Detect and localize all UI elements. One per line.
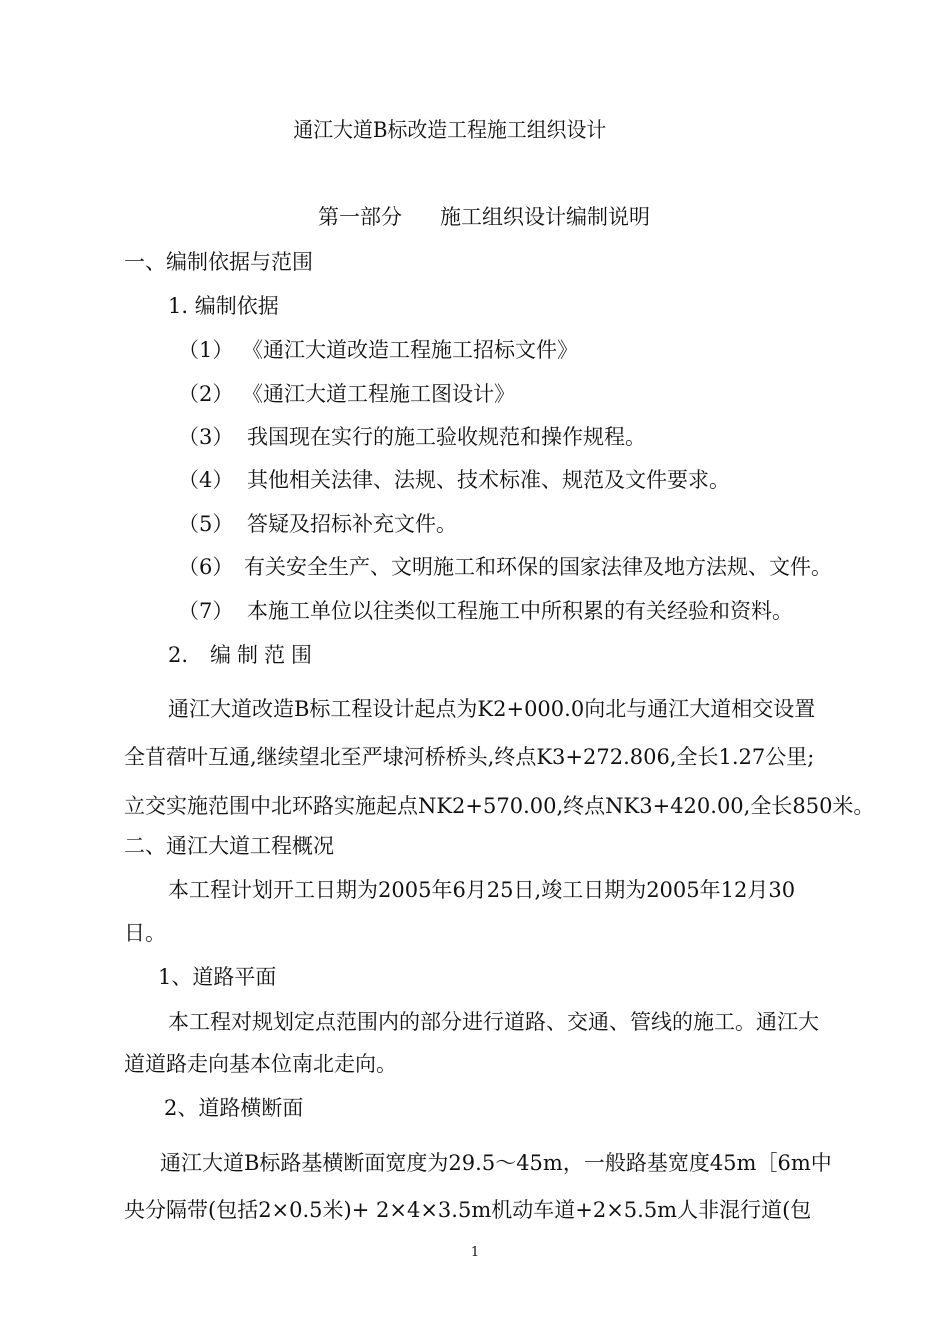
- list-item-text: 答疑及招标补充文件。: [247, 512, 457, 536]
- list-item-number: （3）: [178, 425, 234, 449]
- list-item-number: （4）: [178, 468, 234, 492]
- scope-paragraph-line: 通江大道改造B标工程设计起点为K2+000.0向北与通江大道相交设置: [168, 697, 816, 721]
- list-item-number: （6）: [178, 555, 234, 579]
- list-item-text: 有关安全生产、文明施工和环保的国家法律及地方法规、文件。: [244, 555, 832, 579]
- section1-sub2-number: 2.: [168, 643, 189, 667]
- scope-paragraph-line: 立交实施范围中北环路实施起点NK2+570.00,终点NK3+420.00,全长850米。: [124, 794, 875, 818]
- plan-paragraph-line: 道道路走向基本位南北走向。: [124, 1052, 397, 1076]
- list-item-text: 本施工单位以往类似工程施工中所积累的有关经验和资料。: [247, 599, 793, 623]
- schedule-paragraph-line: 日。: [124, 921, 166, 945]
- scope-paragraph-line: 全苜蓿叶互通,继续望北至严埭河桥桥头,终点K3+272.806,全长1.27公里;: [124, 745, 815, 769]
- cross-section-paragraph-line: 央分隔带(包括2×0.5米)+ 2×4×3.5m机动车道+2×5.5m人非混行道(包: [124, 1198, 812, 1222]
- section1-sub2-heading: 编制范围: [210, 643, 318, 667]
- section2-heading: 二、通江大道工程概况: [124, 834, 334, 858]
- page-number: 1: [470, 1245, 480, 1260]
- list-item-text: 我国现在实行的施工验收规范和操作规程。: [247, 425, 646, 449]
- section2-sub1-heading: 1、道路平面: [158, 965, 277, 989]
- list-item-number: （1）: [178, 338, 234, 362]
- cross-section-paragraph-line: 通江大道B标路基横断面宽度为29.5～45m，一般路基宽度45m［6m中: [160, 1151, 832, 1175]
- list-item-number: （2）: [178, 382, 234, 406]
- section1-heading: 一、编制依据与范围: [124, 250, 313, 274]
- part-title-number: 第一部分: [318, 205, 402, 229]
- plan-paragraph-line: 本工程对规划定点范围内的部分进行道路、交通、管线的施工。通江大: [168, 1010, 819, 1034]
- list-item-number: （7）: [178, 599, 234, 623]
- list-item-text: 《通江大道工程施工图设计》: [242, 382, 515, 406]
- part-title-text: 施工组织设计编制说明: [440, 205, 650, 229]
- list-item-number: （5）: [178, 512, 234, 536]
- document-title: 通江大道B标改造工程施工组织设计: [293, 118, 607, 142]
- section1-sub1-heading: 1. 编制依据: [168, 294, 279, 318]
- schedule-paragraph-line: 本工程计划开工日期为2005年6月25日,竣工日期为2005年12月30: [168, 878, 796, 902]
- list-item-text: 《通江大道改造工程施工招标文件》: [242, 338, 578, 362]
- list-item-text: 其他相关法律、法规、技术标准、规范及文件要求。: [247, 468, 730, 492]
- section2-sub2-heading: 2、道路横断面: [164, 1096, 304, 1120]
